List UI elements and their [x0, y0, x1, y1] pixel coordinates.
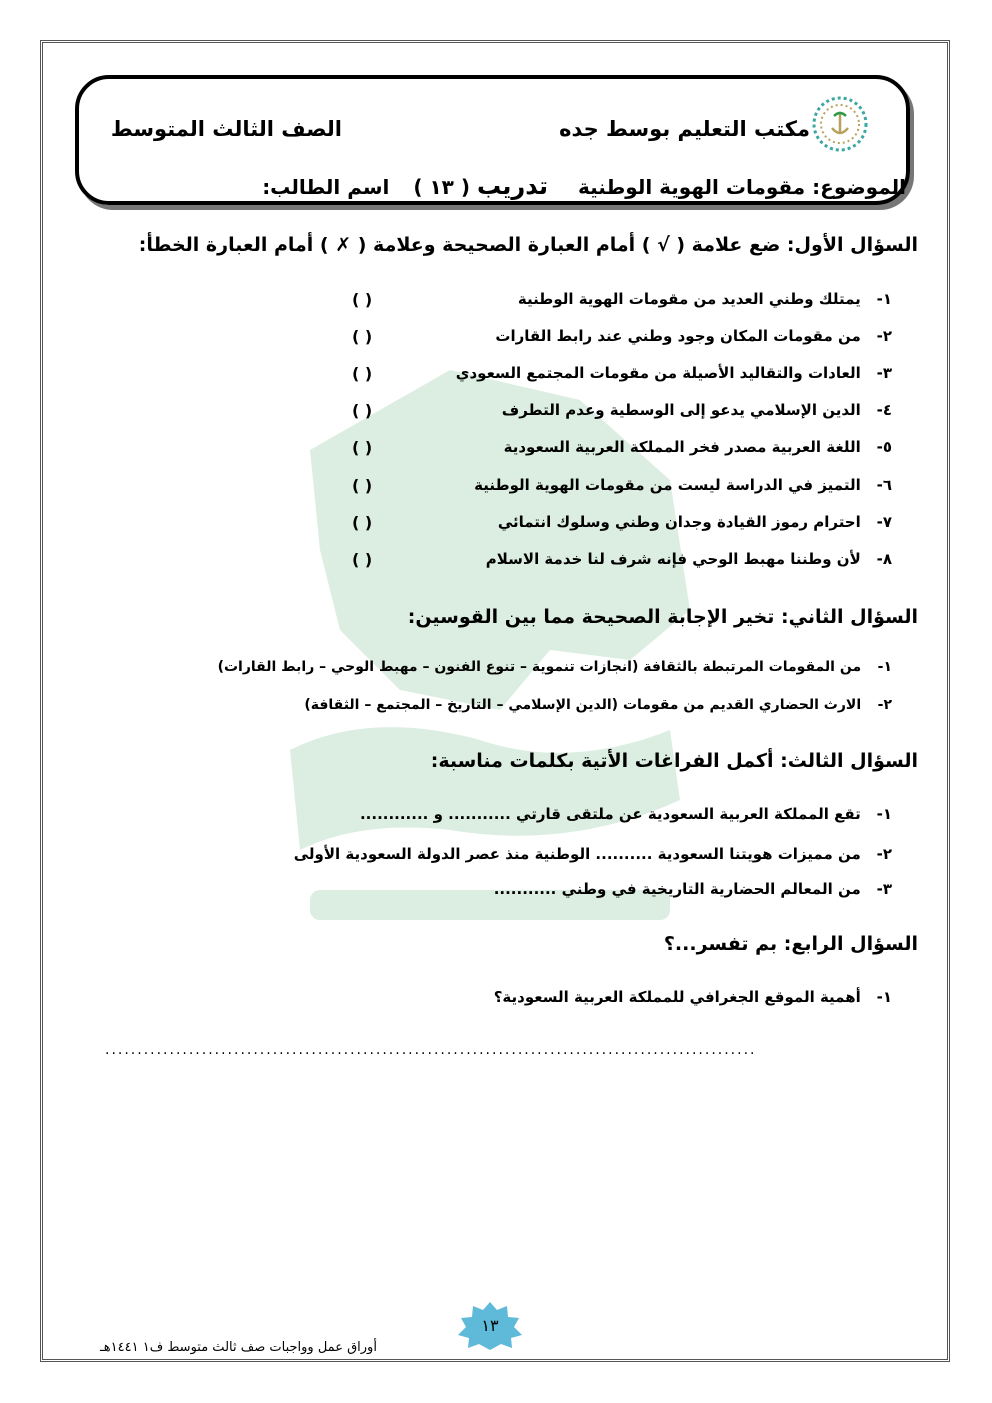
page-number-badge-icon — [455, 1300, 525, 1350]
grade-label: الصف الثالث المتوسط — [110, 117, 342, 141]
q3-item: ١- تقع المملكة العربية السعودية عن ملتقى قارتي ........... و ............ — [359, 805, 892, 823]
answer-box[interactable]: ( ) — [352, 364, 373, 383]
q3-item: ٣- من المعالم الحضارية التاريخية في وطني ........... — [493, 880, 892, 898]
page-number: ١٣ — [481, 1316, 499, 1335]
q1-item: ٦- التميز في الدراسة ليست من مقومات الهوية الوطنية — [474, 476, 892, 494]
q1-item: ٤- الدين الإسلامي يدعو إلى الوسطية وعدم التطرف — [501, 401, 892, 419]
student-name-label: اسم الطالب: — [262, 175, 390, 199]
answer-box[interactable]: ( ) — [352, 476, 373, 495]
answer-box[interactable]: ( ) — [352, 513, 373, 532]
answer-line[interactable]: ..................................................................................................... — [105, 1042, 757, 1058]
q1-item: ٣- العادات والتقاليد الأصيلة من مقومات المجتمع السعودي — [455, 364, 892, 382]
q2-title: السؤال الثاني: تخير الإجابة الصحيحة مما بين القوسين: — [407, 606, 918, 628]
q2-item: ١- من المقومات المرتبطة بالثقافة (انجازات تنموية – تنوع الفنون – مهبط الوحي – رابط القارات) — [217, 659, 892, 675]
q4-item: ١- أهمية الموقع الجغرافي للمملكة العربية السعودية؟ — [493, 988, 892, 1006]
q3-item: ٢- من مميزات هويتنا السعودية .......... الوطنية منذ عصر الدولة السعودية الأولى — [293, 845, 892, 863]
office-name: مكتب التعليم بوسط جده — [559, 117, 810, 141]
answer-box[interactable]: ( ) — [352, 327, 373, 346]
q2-item: ٢- الارث الحضاري القديم من مقومات (الدين الإسلامي – التاريخ – المجتمع – الثقافة) — [304, 697, 892, 713]
footer-note: أوراق عمل وواجبات صف ثالث متوسط ف١ ١٤٤١هـ — [100, 1340, 377, 1355]
answer-box[interactable]: ( ) — [352, 290, 373, 309]
subject-prefix: الموضوع: — [812, 175, 906, 199]
ministry-logo-icon — [810, 94, 870, 154]
answer-box[interactable]: ( ) — [352, 550, 373, 569]
training-number: ( ١٣ ) — [413, 175, 470, 199]
q1-item: ٥- اللغة العربية مصدر فخر المملكة العربية السعودية — [503, 438, 892, 456]
answer-box[interactable]: ( ) — [352, 438, 373, 457]
q3-title: السؤال الثالث: أكمل الفراغات الأتية بكلمات مناسبة: — [430, 750, 918, 772]
answer-box[interactable]: ( ) — [352, 401, 373, 420]
training-label: تدريب — [476, 172, 549, 200]
q1-item: ٢- من مقومات المكان وجود وطني عند رابط القارات — [495, 327, 892, 345]
q1-item: ٧- احترام رموز القيادة وجدان وطني وسلوك انتمائي — [497, 513, 892, 531]
subject-title: مقومات الهوية الوطنية — [578, 175, 806, 199]
q1-item: ١- يمتلك وطني العديد من مقومات الهوية الوطنية — [517, 290, 892, 308]
q1-item: ٨- لأن وطننا مهبط الوحي فإنه شرف لنا خدمة الاسلام — [485, 550, 892, 568]
q4-title: السؤال الرابع: بم تفسر...؟ — [663, 933, 918, 955]
subject-line — [262, 172, 906, 200]
q1-title: السؤال الأول: ضع علامة ( √ ) أمام العبارة الصحيحة وعلامة ( ✗ ) أمام العبارة الخطأ: — [138, 234, 918, 256]
